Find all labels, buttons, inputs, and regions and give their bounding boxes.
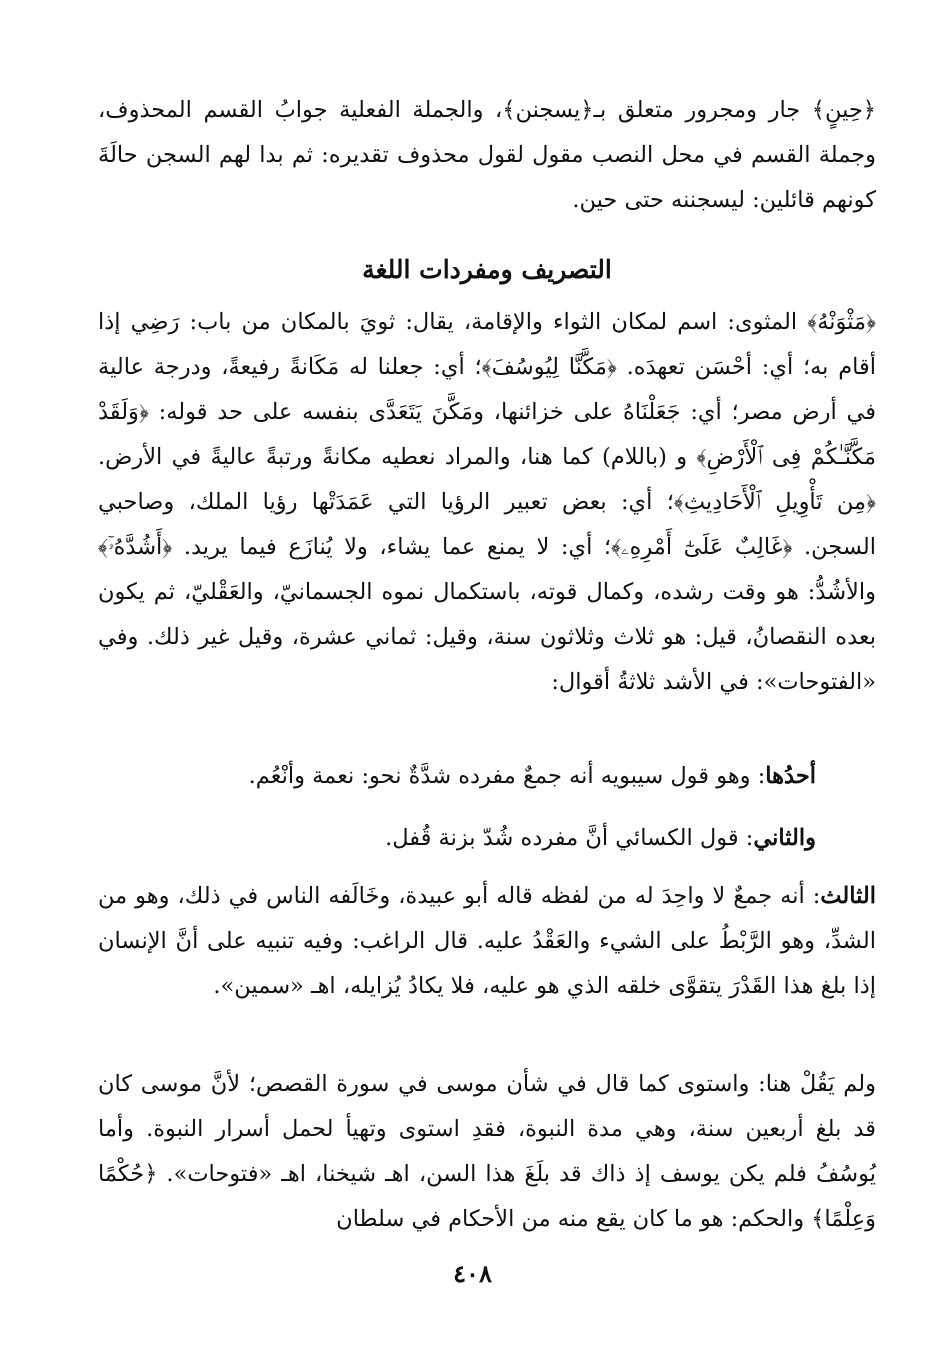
paragraph-continuation: ﴿حِينٍ﴾ جار ومجرور متعلق بـ﴿يسجنن﴾، والجملة الفعلية جوابُ القسم المحذوف، وجملة القسم في محل النصب مقول لقول محذوف تقديره: ثم بدا لهم السجن حالَةَ كونهم قائلين: ليسجننه حتى حين. [98,97,876,213]
paragraph-third-opinion [98,874,876,1009]
term-first: أحدُها [765,763,816,789]
third-opinion-text: : أنه جمعٌ لا واحِدَ له من لفظه قاله أبو عبيدة، وخَالَفه الناس في ذلك، وهو من الشدِّ، وهو الرَّبْطُ على الشيء والعَقْدُ عليه. قال الراغب: وفيه تنبيه على أنَّ الإنسان إذا بلغ هذا القَدْرَ يتقوَّى خلقه الذي هو عليه، فلا يكادُ يُزايله، اهـ «سمين». [98,883,876,999]
term-third: الثالث [820,883,876,909]
first-opinion-text: : وهو قول سيبويه أنه جمعٌ مفرده شدَّةٌ نحو: نعمة وأنْعُم. [248,763,766,789]
page-number: ٤٠٨ [453,1259,492,1288]
paragraph-first-opinion [98,754,816,799]
second-opinion-text: : قول الكسائي أنَّ مفرده شُدّ بزنة قُفل. [385,825,754,851]
section-heading: التصريف ومفردات اللغة [362,255,612,284]
paragraph-vocabulary: ﴿مَثْوَنْهُ﴾ المثوى: اسم لمكان الثواء والإقامة، يقال: ثويَ بالمكان من باب: رَضِي إذا أقام به؛ أي: أحْسَن تعهدَه. ﴿مَكَّنَّا لِيُوسُفَ﴾؛ أي: جعلنا له مَكَانةً رفيعةً، ودرجة عالية في أرض مصر؛ أي: جَعَلْنَاهُ على خزائنها، ومَكَّنَ يَتَعَدَّى بنفسه على حد قوله: ﴿وَلَقَدْ مَكَّنَّـٰكُمْ فِى ٱلْأَرْضِ﴾ و (باللام) كما هنا، والمراد نعطيه مكانةً ورتبةً عاليةً في الأرض. ﴿مِن تَأْوِيلِ ٱلْأَحَادِيثِ﴾؛ أي: بعض تعبير الرؤيا التي عَمَدَتْها رؤيا الملك، وصاحبي السجن. ﴿غَالِبٌ عَلَىٰٓ أَمْرِهِۦ﴾؛ أي: لا يمنع عما يشاء، ولا يُنازَع فيما يريد. ﴿أَشُدَّهُۥٓ﴾ والأشُدُّ: هو وقت رشده، وكمال قوته، باستكمال نموه الجسمانيّ، والعَقْليّ، ثم يكون بعده النقصانُ، قيل: هو ثلاث وثلاثون سنة، وقيل: ثماني عشرة، وقيل غير ذلك. وفي «الفتوحات»: في الأشد ثلاثةُ أقوال: [98,309,876,695]
paragraph-closing: ولم يَقُلْ هنا: واستوى كما قال في شأن موسى في سورة القصص؛ لأنَّ موسى كان قد بلغ أربعين سنة، وهي مدة النبوة، فقدِ استوى وتهيأ لحمل أسرار النبوة. وأما يُوسُفُ فلم يكن يوسف إذ ذاك قد بلَغَ هذا السن، اهـ شيخنا، اهـ «فتوحات». ﴿حُكْمًا وَعِلْمًا﴾ والحكم: هو ما كان يقع منه من الأحكام في سلطان [98,1071,876,1232]
paragraph-second-opinion [98,816,816,861]
term-second: والثاني [753,825,816,851]
